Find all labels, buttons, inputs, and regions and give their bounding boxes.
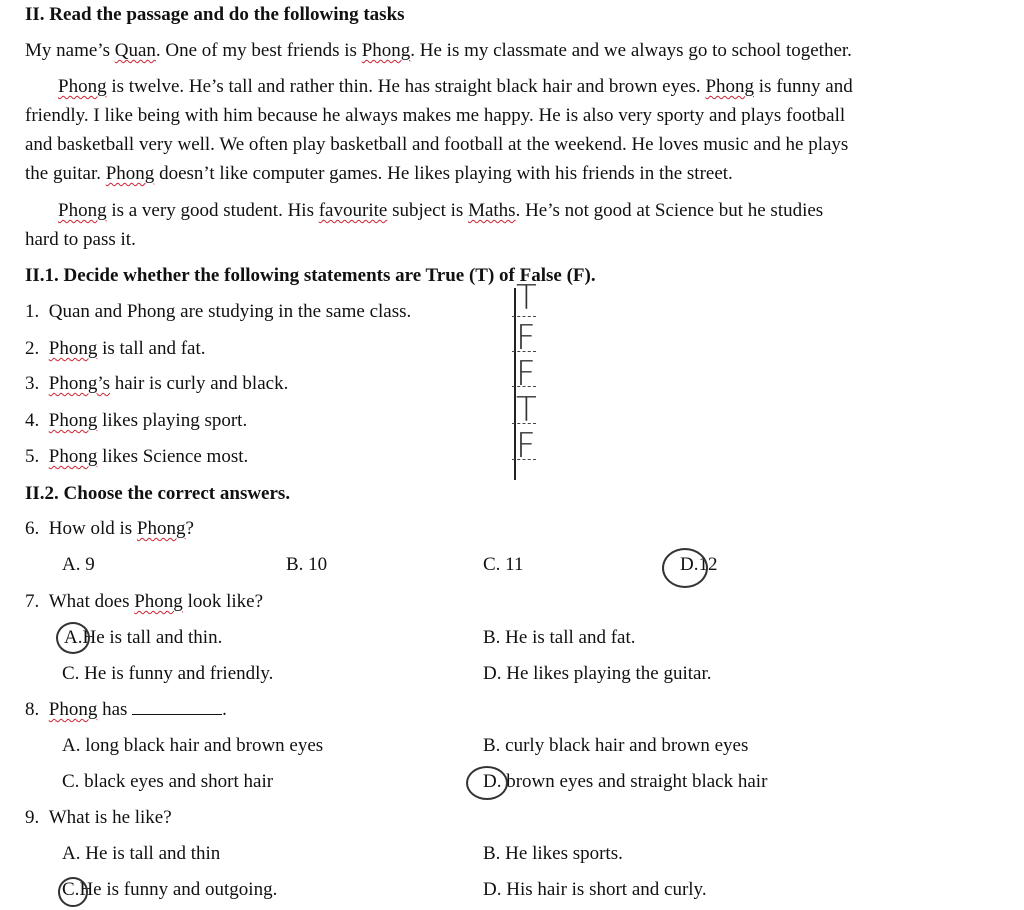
text: doesn’t like computer games. He likes playing with his friends in the street. — [154, 163, 733, 184]
item-number: 3. — [25, 373, 40, 394]
question-number: 8. — [25, 699, 40, 720]
tf-item-4 — [25, 410, 247, 432]
answer-5-handwritten: F — [516, 426, 534, 466]
question-text: ? — [185, 518, 194, 539]
q7-option-c: C. He is funny and friendly. — [62, 663, 274, 684]
option-text: 12 — [698, 554, 718, 575]
answer-circle — [58, 877, 88, 907]
q8-option-d — [483, 771, 767, 793]
option-letter: C. — [62, 879, 80, 900]
tf-item-5 — [25, 446, 248, 468]
question-7 — [25, 591, 263, 613]
text: is funny and — [754, 76, 853, 97]
passage-line-3: friendly. I like being with him because he always makes me happy. He is also very sporty and plays football — [25, 105, 846, 126]
question-text: has — [97, 699, 133, 720]
question-text: . — [222, 699, 227, 720]
part2-title: II.2. Choose the correct answers. — [25, 483, 291, 504]
q9-option-a: A. He is tall and thin — [62, 843, 221, 864]
text: . He is my classmate and we always go to school together. — [410, 40, 852, 61]
question-number: 6. — [25, 518, 40, 539]
name-phong: Phong — [48, 446, 98, 467]
answer-blank — [132, 700, 222, 715]
item-text: hair is curly and black. — [110, 373, 289, 394]
text: the guitar. — [25, 163, 106, 184]
q8-option-b: B. curly black hair and brown eyes — [483, 735, 749, 756]
answer-2-handwritten: F — [516, 318, 534, 358]
name-phong: Phong — [48, 338, 98, 359]
passage-line-1 — [25, 40, 852, 62]
text: My name’s — [25, 40, 115, 61]
passage-line-7: hard to pass it. — [25, 229, 136, 250]
passage-line-2 — [58, 76, 853, 98]
tf-item-3 — [25, 373, 288, 395]
option-text: brown eyes and straight black hair — [506, 771, 768, 792]
answer-circle — [466, 766, 508, 800]
answer-circle — [56, 622, 90, 654]
q8-option-c: C. black eyes and short hair — [62, 771, 274, 792]
name-phong: Phong — [105, 163, 155, 184]
item-number: 2. — [25, 338, 40, 359]
question-text: What does — [48, 591, 135, 612]
name-quan: Quan — [114, 40, 156, 61]
tf-item-1 — [25, 301, 411, 323]
tf-item-2 — [25, 338, 206, 360]
name-phong: Phong — [58, 200, 107, 221]
question-text: look like? — [182, 591, 264, 612]
text: is a very good student. His — [106, 200, 319, 221]
question-8 — [25, 699, 227, 721]
text: . One of my best friends is — [155, 40, 362, 61]
answer-1-handwritten: T — [516, 278, 535, 318]
answer-3-handwritten: F — [516, 354, 534, 394]
text: . He’s not good at Science but he studies — [515, 200, 824, 221]
name-phong: Phong — [705, 76, 755, 97]
question-9 — [25, 807, 172, 829]
item-number: 1. — [25, 301, 40, 322]
q6-option-c: C. 11 — [483, 554, 524, 575]
option-letter: D. — [483, 771, 502, 792]
answer-circle — [662, 548, 708, 588]
question-number: 9. — [25, 807, 40, 828]
section-title: II. Read the passage and do the following tasks — [25, 4, 405, 25]
option-text: He is tall and thin. — [82, 627, 223, 648]
option-letter: A. — [64, 627, 83, 648]
item-text: Quan and Phong are studying in the same class. — [48, 301, 412, 322]
word-maths: Maths — [468, 200, 516, 221]
q8-option-a: A. long black hair and brown eyes — [62, 735, 324, 756]
q6-option-b: B. 10 — [286, 554, 328, 575]
name-phong: Phong — [136, 518, 186, 539]
option-letter: D. — [680, 554, 699, 575]
option-text: He is funny and outgoing. — [79, 879, 278, 900]
passage-line-5 — [25, 163, 733, 185]
name-phong: Phong — [48, 410, 98, 431]
item-number: 4. — [25, 410, 40, 431]
question-number: 7. — [25, 591, 40, 612]
name-phong: Phong — [58, 76, 107, 97]
passage-line-4: and basketball very well. We often play basketball and football at the weekend. He loves music and he plays — [25, 134, 849, 155]
q9-option-d: D. His hair is short and curly. — [483, 879, 707, 900]
q7-option-b: B. He is tall and fat. — [483, 627, 636, 648]
question-text: What is he like? — [48, 807, 172, 828]
q6-option-a: A. 9 — [62, 554, 95, 575]
q9-option-b: B. He likes sports. — [483, 843, 623, 864]
part1-title: II.1. Decide whether the following statements are True (T) of False (F). — [25, 265, 596, 286]
name-phong: Phong’s — [48, 373, 110, 394]
name-phong: Phong — [361, 40, 411, 61]
answer-4-handwritten: T — [516, 390, 535, 430]
item-text: is tall and fat. — [97, 338, 206, 359]
name-phong: Phong — [48, 699, 98, 720]
item-number: 5. — [25, 446, 40, 467]
name-phong: Phong — [134, 591, 183, 612]
text: is twelve. He’s tall and rather thin. He has straight black hair and brown eyes. — [106, 76, 706, 97]
q7-option-d: D. He likes playing the guitar. — [483, 663, 712, 684]
question-6 — [25, 518, 194, 540]
word-favourite: favourite — [318, 200, 388, 221]
question-text: How old is — [48, 518, 137, 539]
passage-line-6 — [58, 200, 823, 222]
item-text: likes Science most. — [97, 446, 249, 467]
q9-option-c — [62, 879, 277, 901]
item-text: likes playing sport. — [97, 410, 248, 431]
text: subject is — [387, 200, 469, 221]
